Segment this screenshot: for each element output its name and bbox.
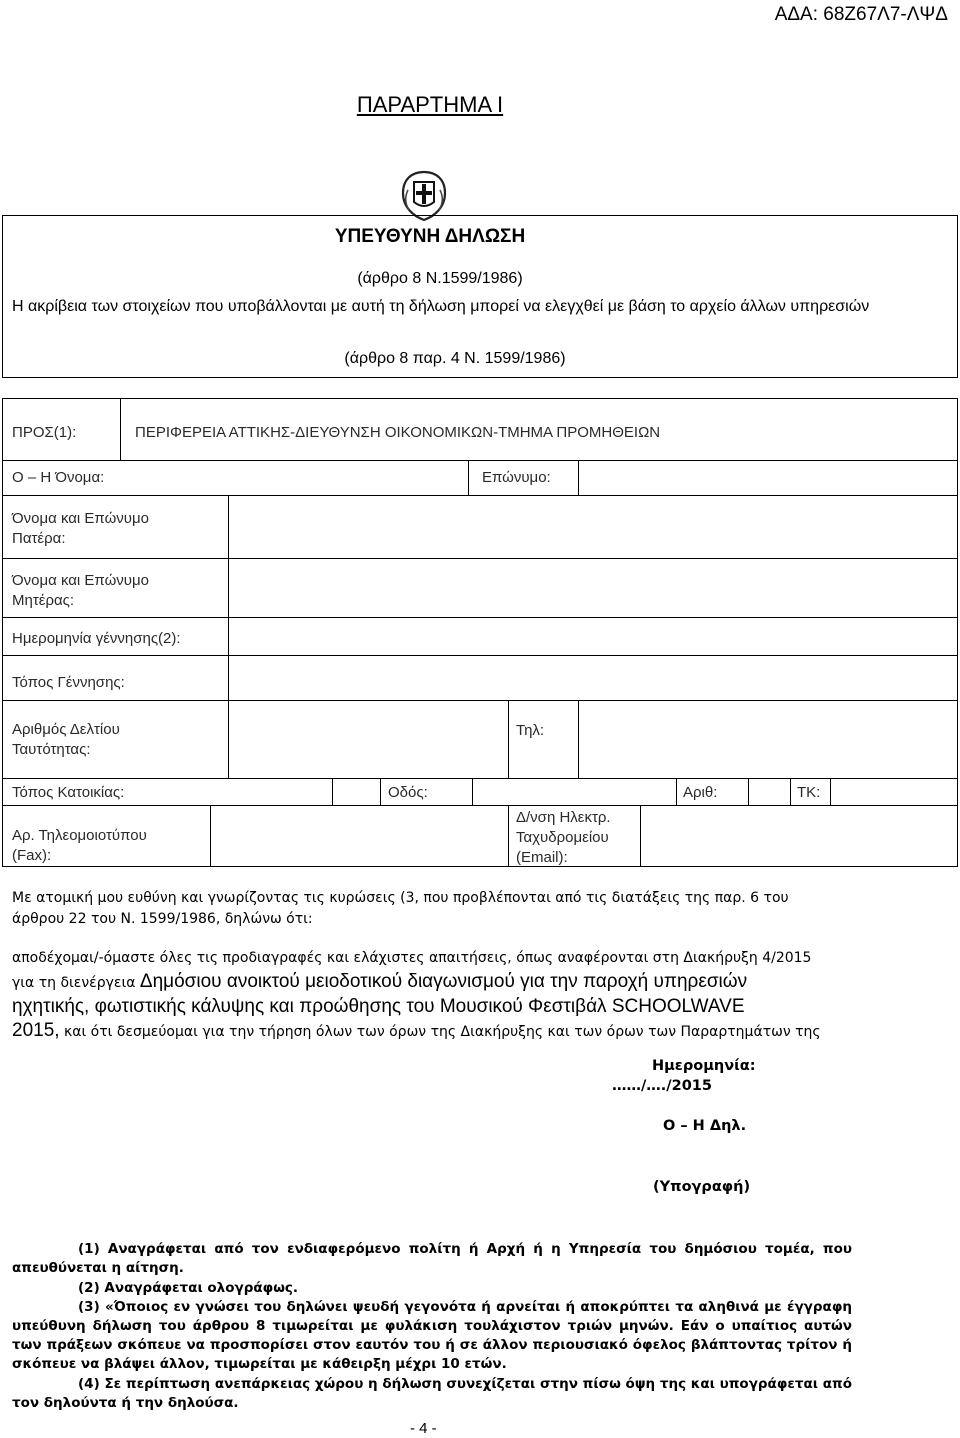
- surname-label[interactable]: Επώνυμο:: [482, 469, 551, 486]
- declaration-body: αποδέχομαι/-όμαστε όλες τις προδιαγραφές και ελάχιστες απαιτήσεις, όπως αναφέρονται στη Διακήρυξη 4/2015 για τη διενέργεια Δημόσιου ανοικτού μειοδοτικού διαγωνισμού για την παροχή υπηρεσιών ηχητικής, φωτιστικής κάλυψης και προώθησης του Μουσικού Φεστιβάλ SCHOOLWAVE 2015, και ότι δεσμεύομαι για την τήρηση όλων των όρων της Διακήρυξης και των όρων των Παραρτημάτων της: [12, 950, 821, 1041]
- id-card-label[interactable]: Αριθμός Δελτίου Ταυτότητας:: [12, 721, 120, 758]
- birthplace-label[interactable]: Τόπος Γέννησης:: [12, 674, 125, 691]
- ada-code: ΑΔΑ: 68Ζ67Λ7-ΛΨΔ: [774, 4, 948, 25]
- form-title: ΥΠΕΥΘΥΝΗ ΔΗΛΩΣΗ: [334, 226, 526, 247]
- fax-label[interactable]: Αρ. Τηλεομοιοτύπου (Fax):: [12, 827, 147, 864]
- phone-label[interactable]: Τηλ:: [516, 722, 545, 739]
- residence-label[interactable]: Τόπος Κατοικίας:: [12, 784, 125, 801]
- footnote-3: (3) «Όποιος εν γνώσει του δηλώνει ψευδή γεγονότα ή αρνείται ή αποκρύπτει τα αληθινά με έγγραφη υπεύθυνη δήλωση του άρθρου 8 τιμωρείται με φυλάκιση τουλάχιστον τριών μηνών. Εάν ο υπαίτιος αυτών των πράξεων σκόπευε να προσπορίσει στον εαυτόν του ή σε άλλον περιουσιακό όφελος βλάπτοντας τρίτον ή σκόπευε να βλάψει άλλον, τιμωρείται με κάθειρξη μέχρι 10 ετών.: [12, 1299, 852, 1372]
- street-label[interactable]: Οδός:: [388, 784, 428, 801]
- footnote-4: (4) Σε περίπτωση ανεπάρκειας χώρου η δήλωση συνεχίζεται στην πίσω όψη της και υπογράφεται από τον δηλούντα ή την δηλούσα.: [12, 1376, 852, 1411]
- declaration-intro: Με ατομική μου ευθύνη και γνωρίζοντας τις κυρώσεις (3, που προβλέπονται από τις διατάξεις της παρ. 6 του άρθρου 22 του Ν. 1599/1986, δηλώνω ότι:: [12, 890, 789, 927]
- footnote-1: (1) Αναγράφεται από τον ενδιαφερόμενο πολίτη ή Αρχή ή η Υπηρεσία του δημόσιου τομέα, που απευθύνεται η αίτηση.: [12, 1241, 852, 1276]
- father-name-label[interactable]: Όνομα και Επώνυμο Πατέρα:: [12, 510, 149, 547]
- mother-name-label[interactable]: Όνομα και Επώνυμο Μητέρας:: [12, 572, 149, 609]
- postcode-label[interactable]: ΤΚ:: [797, 784, 821, 801]
- number-label[interactable]: Αριθ:: [683, 784, 718, 801]
- pros-label: ΠΡΟΣ(1):: [12, 424, 77, 441]
- date-label: Ημερομηνία:: [652, 1058, 756, 1074]
- article-reference: (άρθρο 8 Ν.1599/1986): [357, 270, 523, 287]
- signature-label[interactable]: (Υπογραφή): [653, 1179, 751, 1195]
- annex-title: ΠΑΡΑΡΤΗΜΑ Ι: [356, 92, 504, 117]
- footnote-2: (2) Αναγράφεται ολογράφως.: [78, 1280, 299, 1296]
- declarant-label: Ο – Η Δηλ.: [663, 1118, 747, 1134]
- recipient-value: ΠΕΡΙΦΕΡΕΙΑ ΑΤΤΙΚΗΣ-ΔΙΕΥΘΥΝΣΗ ΟΙΚΟΝΟΜΙΚΩΝ-ΤΜΗΜΑ ΠΡΟΜΗΘΕΙΩΝ: [135, 424, 661, 441]
- date-value[interactable]: ……/…./2015: [612, 1078, 712, 1094]
- birthdate-label[interactable]: Ημερομηνία γέννησης(2):: [12, 630, 181, 647]
- email-label[interactable]: Δ/νση Ηλεκτρ. Ταχυδρομείου (Email):: [516, 809, 611, 866]
- page-number: - 4 -: [410, 1420, 437, 1437]
- first-name-label[interactable]: Ο – Η Όνομα:: [12, 469, 105, 486]
- article-reference-2: (άρθρο 8 παρ. 4 Ν. 1599/1986): [344, 350, 566, 367]
- intro-text: Η ακρίβεια των στοιχείων που υποβάλλονται με αυτή τη δήλωση μπορεί να ελεγχθεί με βάση το αρχείο άλλων υπηρεσιών: [12, 298, 870, 315]
